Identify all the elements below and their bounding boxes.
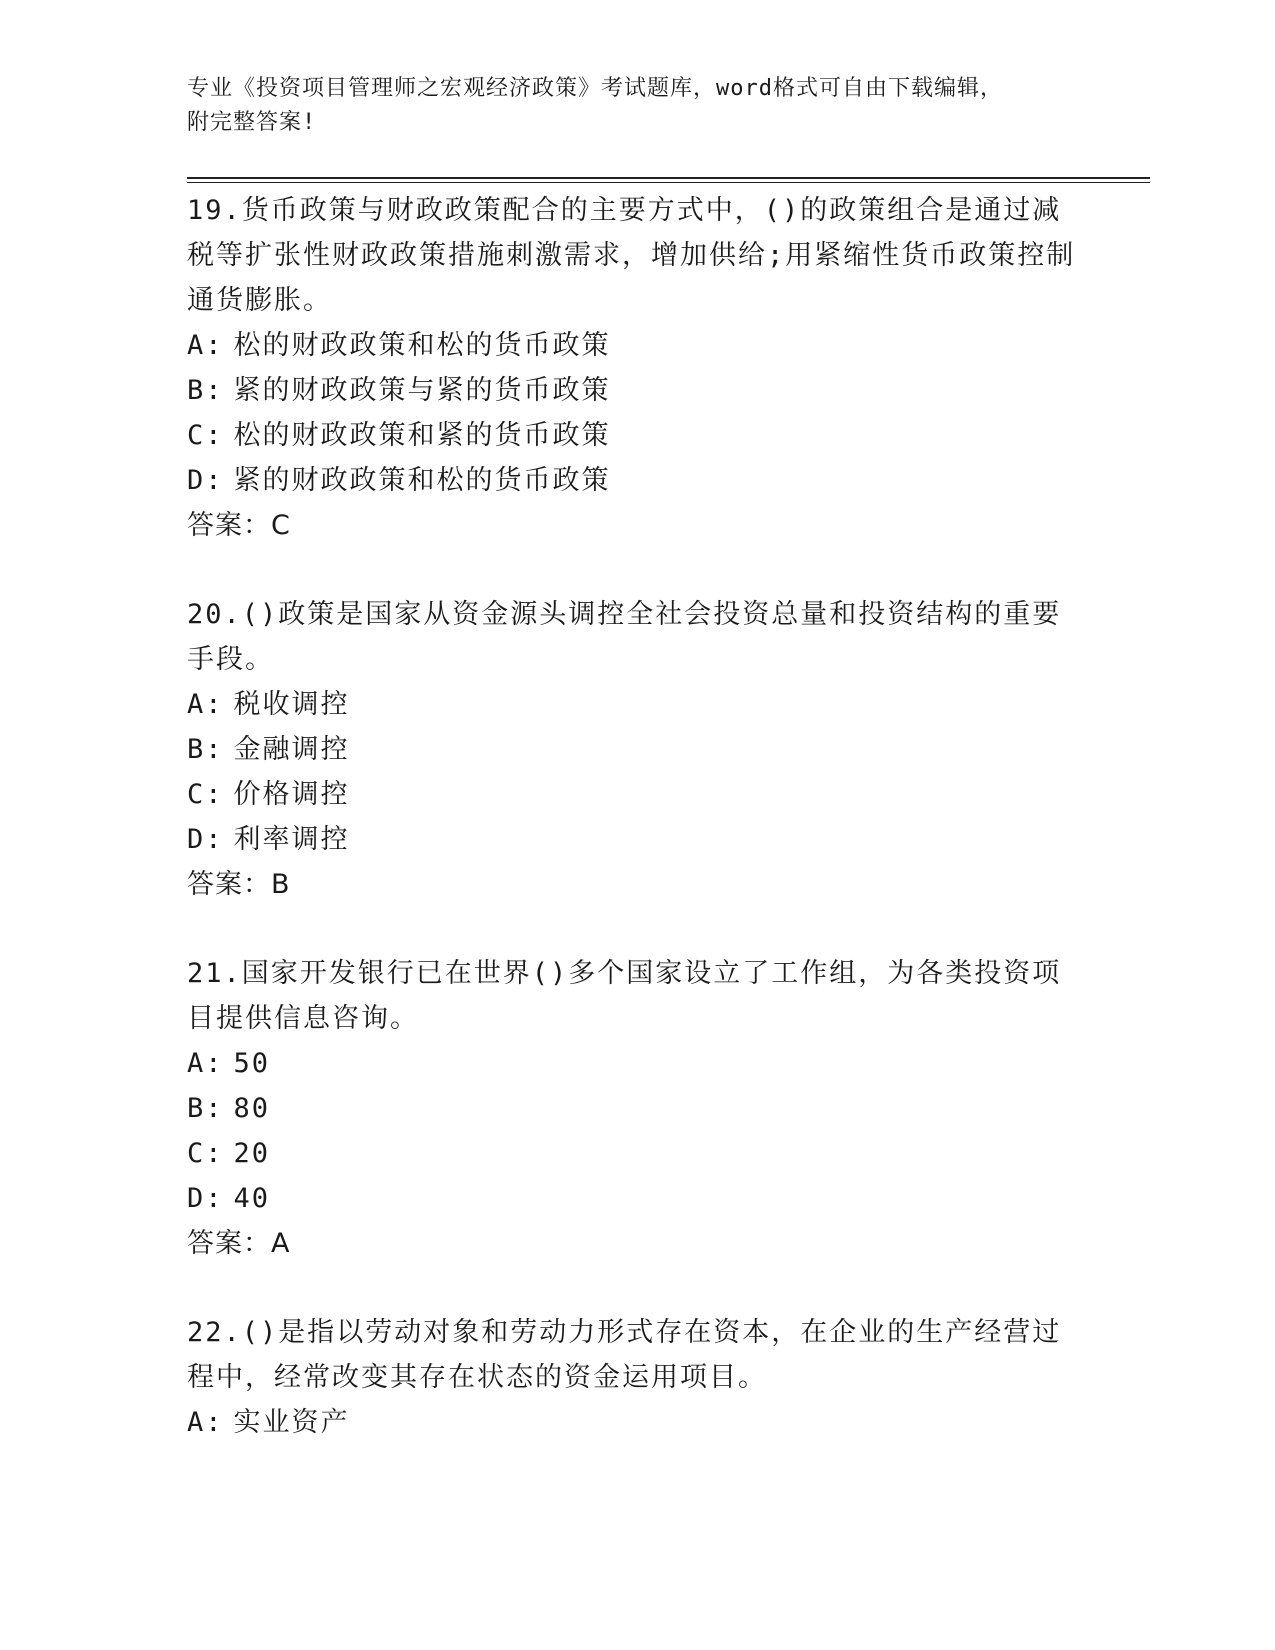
option-key: D: [187, 824, 224, 855]
option-text: 紧的财政政策与紧的货币政策 [233, 375, 611, 406]
header-divider-thin [187, 182, 1150, 183]
option-text: 利率调控 [233, 824, 350, 855]
option-key: B: [187, 375, 224, 406]
option-a [187, 1041, 1077, 1086]
option-key: C: [187, 420, 224, 451]
question-list [187, 188, 1077, 1489]
option-d [187, 458, 1077, 503]
option-text: 价格调控 [233, 779, 350, 810]
option-c [187, 772, 1077, 817]
option-key: A: [187, 330, 224, 361]
option-text: 松的财政政策和紧的货币政策 [233, 420, 611, 451]
option-d [187, 1176, 1077, 1221]
option-text: 松的财政政策和松的货币政策 [233, 330, 611, 361]
option-a [187, 1400, 1077, 1445]
option-b [187, 727, 1077, 772]
option-key: D: [187, 465, 224, 496]
option-text: 实业资产 [233, 1407, 350, 1438]
option-c [187, 413, 1077, 458]
question-19 [187, 188, 1077, 548]
header-line-2: 附完整答案! [187, 110, 317, 135]
option-text: 紧的财政政策和松的货币政策 [233, 465, 611, 496]
question-22 [187, 1310, 1077, 1445]
option-c [187, 1131, 1077, 1176]
question-stem: 20.()政策是国家从资金源头调控全社会投资总量和投资结构的重要手段。 [187, 599, 1062, 675]
option-key: B: [187, 1093, 224, 1124]
answer-line: 答案：A [187, 1228, 291, 1259]
option-d [187, 817, 1077, 862]
option-key: B: [187, 734, 224, 765]
question-20 [187, 592, 1077, 907]
option-key: A: [187, 1048, 224, 1079]
option-a [187, 682, 1077, 727]
option-key: C: [187, 1138, 224, 1169]
option-text: 税收调控 [233, 689, 350, 720]
question-stem: 21.国家开发银行已在世界()多个国家设立了工作组，为各类投资项目提供信息咨询。 [187, 958, 1062, 1034]
document-header [187, 72, 1067, 140]
question-21 [187, 951, 1077, 1266]
option-text: 20 [233, 1138, 271, 1169]
option-b [187, 1086, 1077, 1131]
option-key: C: [187, 779, 224, 810]
answer-line: 答案：C [187, 510, 291, 541]
option-key: A: [187, 1407, 224, 1438]
option-text: 80 [233, 1093, 271, 1124]
question-stem: 19.货币政策与财政政策配合的主要方式中，()的政策组合是通过减税等扩张性财政政策措施刺激需求，增加供给;用紧缩性货币政策控制通货膨胀。 [187, 195, 1076, 316]
option-text: 金融调控 [233, 734, 350, 765]
option-a [187, 323, 1077, 368]
option-key: D: [187, 1183, 224, 1214]
option-key: A: [187, 689, 224, 720]
header-line-1: 专业《投资项目管理师之宏观经济政策》考试题库，word格式可自由下载编辑， [187, 76, 1003, 101]
option-text: 50 [233, 1048, 271, 1079]
answer-line: 答案：B [187, 869, 291, 900]
header-divider-thick [187, 177, 1150, 179]
option-text: 40 [233, 1183, 271, 1214]
question-stem: 22.()是指以劳动对象和劳动力形式存在资本，在企业的生产经营过程中，经常改变其存在状态的资金运用项目。 [187, 1317, 1062, 1393]
option-b [187, 368, 1077, 413]
